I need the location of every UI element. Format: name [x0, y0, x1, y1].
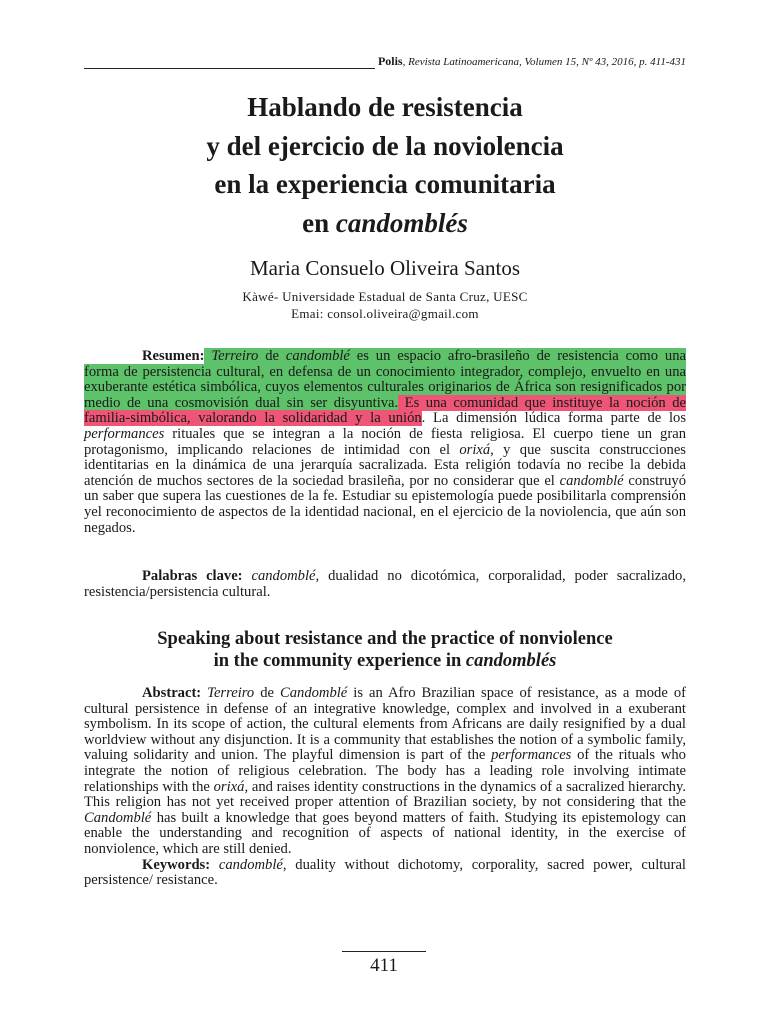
abstract-text-3: of the rituals who integrate the notion of religious celebration. The body has a leading role involving intimate relationships with the [84, 747, 686, 795]
english-title-line-2 [84, 650, 686, 672]
resumen-text-1: . La dimensión lúdica forma parte de los [421, 410, 686, 427]
keywords-rest: , duality without dichotomy, corporality, sacred power, cultural persistence/ resistance. [84, 856, 686, 889]
abstract-text-2: is an Afro Brazilian space of resistance, as a mode of cultural persistence in defense of an integrative knowledge, complex and involved in a exuberant symbolism. In its scope of action, the cultural elements from Africans are daily resignified by a dual worldview without any disjunction. It is a community that establishes the notion of a symbolic family, valuing solidarity and union. The playful dimension is part of the [84, 685, 686, 764]
affiliation: Kàwé- Universidade Estadual de Santa Cruz, UESC [242, 289, 528, 304]
author-affiliation-block [84, 288, 686, 322]
english-title-line-2-italic: candomblés [465, 651, 557, 671]
resumen-candomble: candomblé [285, 348, 350, 364]
english-title-line-2-prefix: in the community experience in [213, 651, 466, 671]
journal-citation [378, 54, 686, 69]
abstract-text-4: , and raises identity constructions in the dynamics of a sacralized hierarchy. This religion has not yet received proper attention of Brazilian society, by not considering that the [84, 778, 686, 811]
resumen-performances: performances [84, 425, 165, 442]
abstract-candomble-1: Candomblé [280, 685, 348, 701]
palabras-clave-paragraph [84, 568, 686, 600]
running-header [84, 54, 686, 69]
footer-rule [342, 951, 426, 952]
english-title-line-1: Speaking about resistance and the practice of nonviolence [157, 629, 613, 649]
abstract-terreiro: Terreiro [207, 685, 255, 701]
red-highlight: Es una comunidad que instituye la noción de familia-simbólica, valorando la solidaridad y la unión [84, 394, 686, 427]
resumen-orixa: orixá, [459, 441, 494, 458]
journal-name: Polis [377, 54, 403, 68]
abstract-text-5: has built a knowledge that goes beyond matters of faith. Studying its epistemology can enable the understanding and recognition of aspects of national identity, in the exercise of nonviolence, which are still denied. [84, 809, 686, 857]
palabras-clave-rest: , dualidad no dicotómica, corporalidad, poder sacralizado, resistencia/persistencia cultural. [84, 568, 686, 600]
resumen-green-de: de [258, 348, 286, 364]
resumen-green-text: es un espacio afro-brasileño de resistencia como una forma de persistencia cultural, en defensa de un conocimiento integrador, complejo, envuelto en una exuberante estética simbólica, cuyos elementos culturales originarios de África son resignificados por medio de una cosmovisión dual sin ser disyuntiva. [84, 348, 687, 411]
palabras-clave-label: Palabras clave: [142, 568, 243, 584]
resumen-text-3: y que suscita construcciones identitarias en la dinámica de una jerarquía sacralizada. Esta religión todavía no recibe la debida atención de muchos sectores de la sociedad brasileña, por no considerar que el [84, 441, 686, 489]
palabras-clave-first: candomblé [251, 568, 316, 584]
header-rule [84, 58, 375, 69]
article-title [84, 88, 686, 242]
keywords-label: Keywords: [142, 856, 211, 873]
author-name: Maria Consuelo Oliveira Santos [249, 256, 521, 280]
resumen-text-4: construyó un saber que supera las cuestiones de la fe. Estudiar su epistemología puede posibilitarla comprensión yel reconocimiento de aspectos de la identidad nacional, en el ejercicio de la noviolencia, que aún son negados. [84, 472, 686, 536]
journal-info: , Revista Latinoamericana, Volumen 15, Nº 43, 2016, p. 411-431 [402, 56, 686, 68]
abstract-paragraph [84, 686, 686, 889]
abstract-label: Abstract: [142, 685, 202, 701]
resumen-paragraph [84, 349, 686, 536]
keywords-first: candomblé [218, 856, 283, 873]
resumen-text-2: rituales que se integran a la noción de fiesta religiosa. El cuerpo tiene un gran protagonismo, implicando relaciones de intimidad con el [84, 425, 686, 458]
title-line-2: y del ejercicio de la noviolencia [206, 130, 564, 161]
english-title [84, 628, 686, 672]
resumen-candomble-2: candomblé [559, 472, 624, 489]
abstract-orixa: orixá [213, 778, 245, 795]
title-line-1: Hablando de resistencia [247, 92, 523, 122]
title-line-4-prefix: en [302, 207, 336, 238]
abstract-candomble-2: Candomblé [84, 809, 152, 826]
title-line-4-italic: candomblés [335, 207, 468, 238]
title-line-3: en la experiencia comunitaria [214, 169, 556, 199]
page-number: 411 [370, 955, 398, 976]
resumen-label: Resumen: [142, 348, 205, 364]
abstract-performances: performances [491, 747, 572, 764]
abstract-text-1: de [254, 685, 280, 701]
title-line-4 [84, 204, 686, 243]
author-email: Emai: consol.oliveira@gmail.com [291, 306, 479, 321]
resumen-terreiro: Terreiro [211, 348, 259, 364]
